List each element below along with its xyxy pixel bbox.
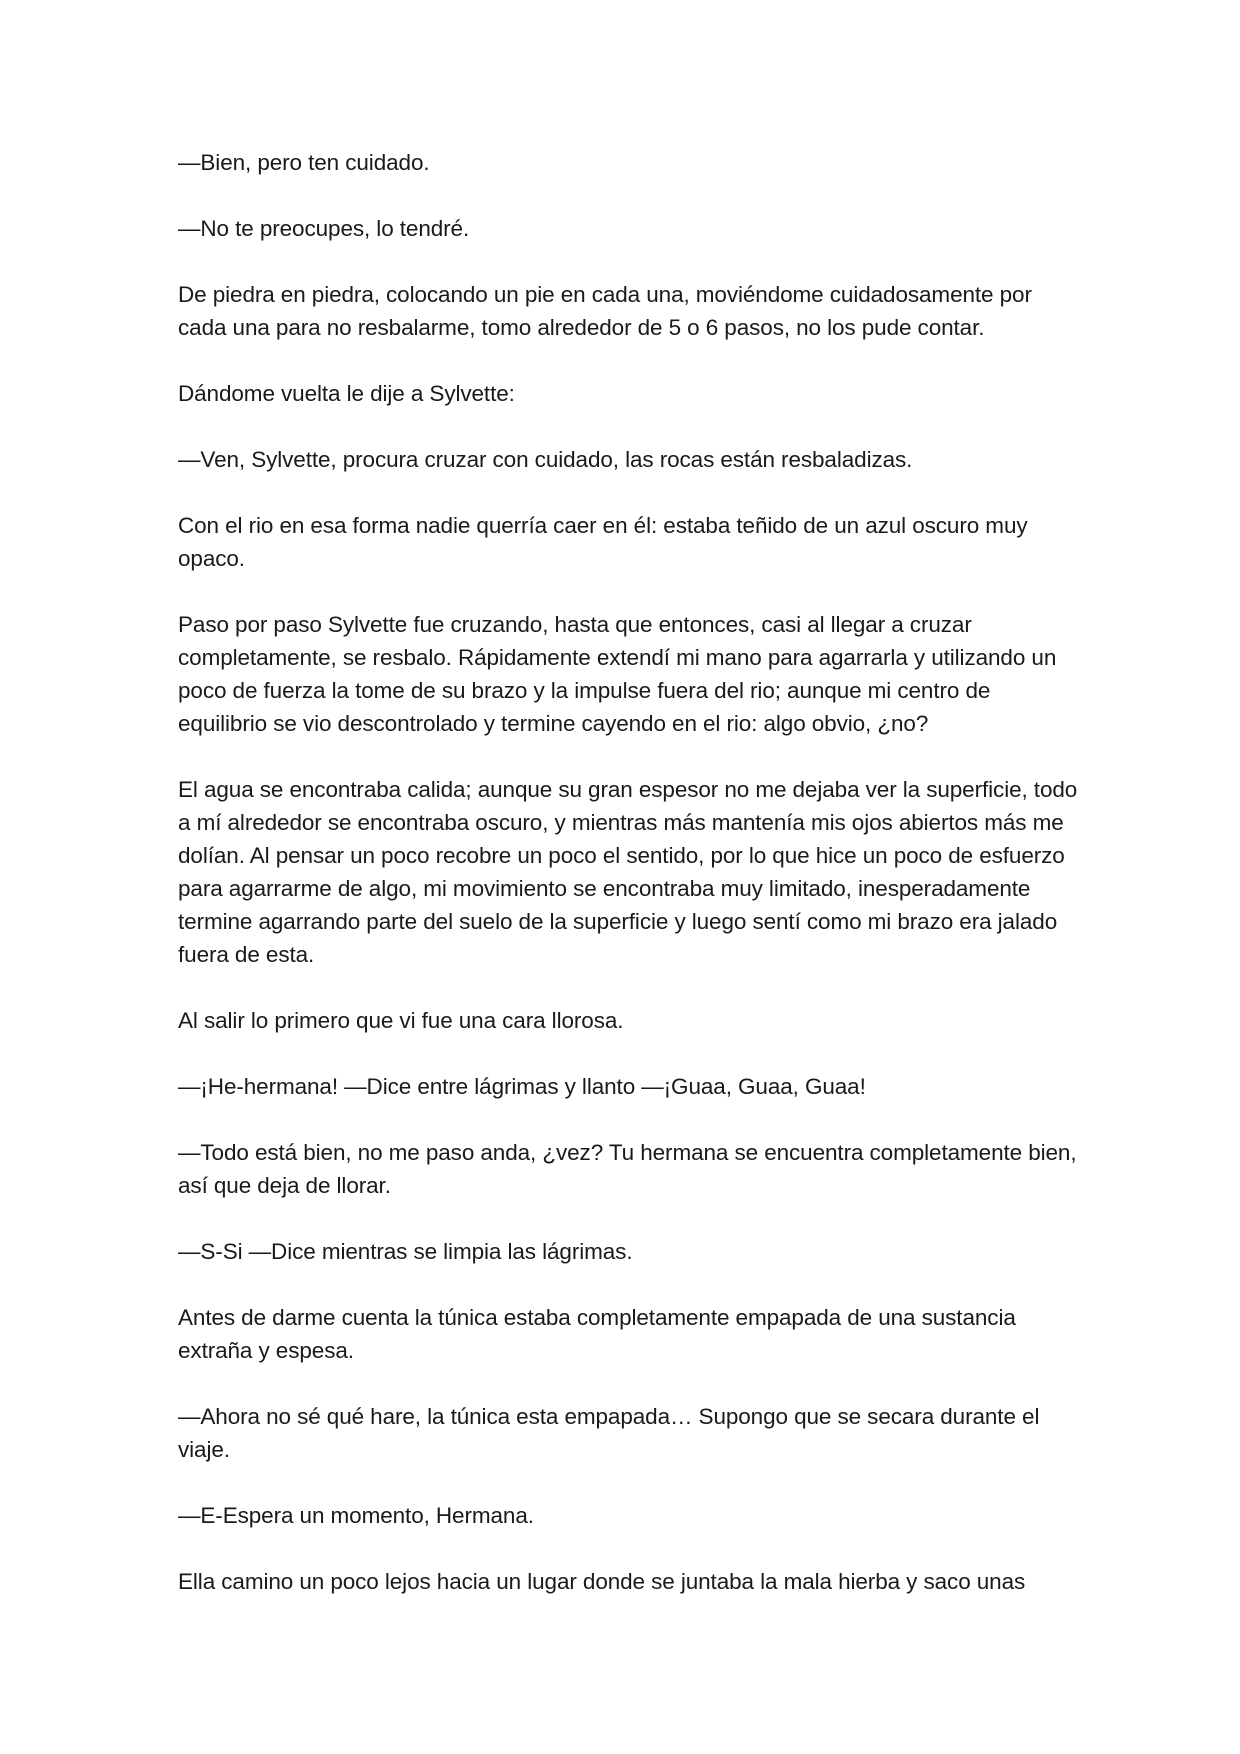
paragraph: —E-Espera un momento, Hermana. xyxy=(178,1503,534,1528)
paragraph: Al salir lo primero que vi fue una cara llorosa. xyxy=(178,1008,624,1033)
paragraph: Paso por paso Sylvette fue cruzando, hasta que entonces, casi al llegar a cruzar completamente, se resbalo. Rápidamente extendí mi mano para agarrarla y utilizando un poco de fuerza la tome de su brazo y la impulse fuera del rio; aunque mi centro de equilibrio se vio descontrolado y termine cayendo en el rio: algo obvio, ¿no? xyxy=(178,612,1057,736)
paragraph: —Bien, pero ten cuidado. xyxy=(178,150,430,175)
paragraph: El agua se encontraba calida; aunque su gran espesor no me dejaba ver la superficie, todo a mí alrededor se encontraba oscuro, y mientras más mantenía mis ojos abiertos más me dolían. Al pensar un poco recobre un poco el sentido, por lo que hice un poco de esfuerzo para agarrarme de algo, mi movimiento se encontraba muy limitado, inesperadamente termine agarrando parte del suelo de la superficie y luego sentí como mi brazo era jalado fuera de esta. xyxy=(178,777,1078,967)
paragraph: De piedra en piedra, colocando un pie en cada una, moviéndome cuidadosamente por cada una para no resbalarme, tomo alrededor de 5 o 6 pasos, no los pude contar. xyxy=(178,282,1032,340)
paragraph: —¡He-hermana! —Dice entre lágrimas y llanto —¡Guaa, Guaa, Guaa! xyxy=(178,1074,866,1099)
paragraph: —Ven, Sylvette, procura cruzar con cuidado, las rocas están resbaladizas. xyxy=(178,447,913,472)
body-text xyxy=(178,146,1078,1631)
paragraph: —Ahora no sé qué hare, la túnica esta empapada… Supongo que se secara durante el viaje. xyxy=(178,1404,1040,1462)
paragraph: —Todo está bien, no me paso anda, ¿vez? Tu hermana se encuentra completamente bien, así que deja de llorar. xyxy=(178,1140,1077,1198)
paragraph: Con el rio en esa forma nadie querría caer en él: estaba teñido de un azul oscuro muy opaco. xyxy=(178,513,1028,571)
paragraph: —No te preocupes, lo tendré. xyxy=(178,216,470,241)
paragraph: Dándome vuelta le dije a Sylvette: xyxy=(178,381,515,406)
paragraph: Antes de darme cuenta la túnica estaba completamente empapada de una sustancia extraña y espesa. xyxy=(178,1305,1016,1363)
paragraph: —S-Si —Dice mientras se limpia las lágrimas. xyxy=(178,1239,633,1264)
paragraph: Ella camino un poco lejos hacia un lugar donde se juntaba la mala hierba y saco unas xyxy=(178,1569,1026,1594)
